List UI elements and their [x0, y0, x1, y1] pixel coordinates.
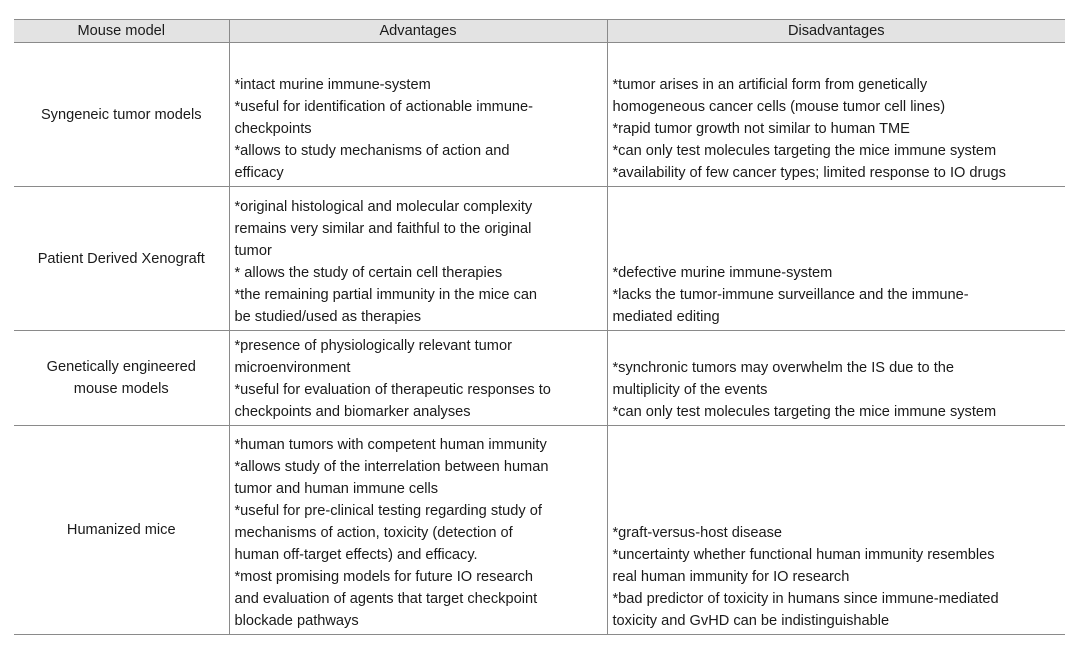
- disadvantages-cell: *tumor arises in an artificial form from genetically homogeneous cancer cells (mouse tumor cell lines) *rapid tumor growth not similar to human TME *can only test molecules targeting the mice immune system *availability of few cancer types; limited response to IO drugs: [607, 43, 1065, 187]
- model-name-cell: Genetically engineered mouse models: [14, 331, 229, 426]
- advantages-cell: *human tumors with competent human immunity *allows study of the interrelation between human tumor and human immune cells *useful for pre-clinical testing regarding study of mechanisms of action, toxicity (detection of human off-target effects) and efficacy. *most promising models for future IO research and evaluation of agents that target checkpoint blockade pathways: [229, 426, 607, 635]
- header-advantages: Advantages: [229, 20, 607, 43]
- model-name-cell: Humanized mice: [14, 426, 229, 635]
- table-row: [14, 426, 1065, 635]
- mouse-models-table: [14, 19, 1065, 635]
- header-mouse-model: Mouse model: [14, 20, 229, 43]
- header-disadvantages: Disadvantages: [607, 20, 1065, 43]
- advantages-cell: *intact murine immune-system *useful for identification of actionable immune- checkpoints *allows to study mechanisms of action and efficacy: [229, 43, 607, 187]
- advantages-cell: *presence of physiologically relevant tumor microenvironment *useful for evaluation of therapeutic responses to checkpoints and biomarker analyses: [229, 331, 607, 426]
- disadvantages-cell: *defective murine immune-system *lacks the tumor-immune surveillance and the immune- mediated editing: [607, 187, 1065, 331]
- model-name-cell: Patient Derived Xenograft: [14, 187, 229, 331]
- disadvantages-cell: *graft-versus-host disease *uncertainty whether functional human immunity resembles real human immunity for IO research *bad predictor of toxicity in humans since immune-mediated toxicity and GvHD can be indistinguishable: [607, 426, 1065, 635]
- table-row: [14, 187, 1065, 331]
- table-row: [14, 43, 1065, 187]
- table-header-row: [14, 20, 1065, 43]
- table-row: [14, 331, 1065, 426]
- model-name-cell: Syngeneic tumor models: [14, 43, 229, 187]
- advantages-cell: *original histological and molecular complexity remains very similar and faithful to the original tumor * allows the study of certain cell therapies *the remaining partial immunity in the mice can be studied/used as therapies: [229, 187, 607, 331]
- disadvantages-cell: *synchronic tumors may overwhelm the IS due to the multiplicity of the events *can only test molecules targeting the mice immune system: [607, 331, 1065, 426]
